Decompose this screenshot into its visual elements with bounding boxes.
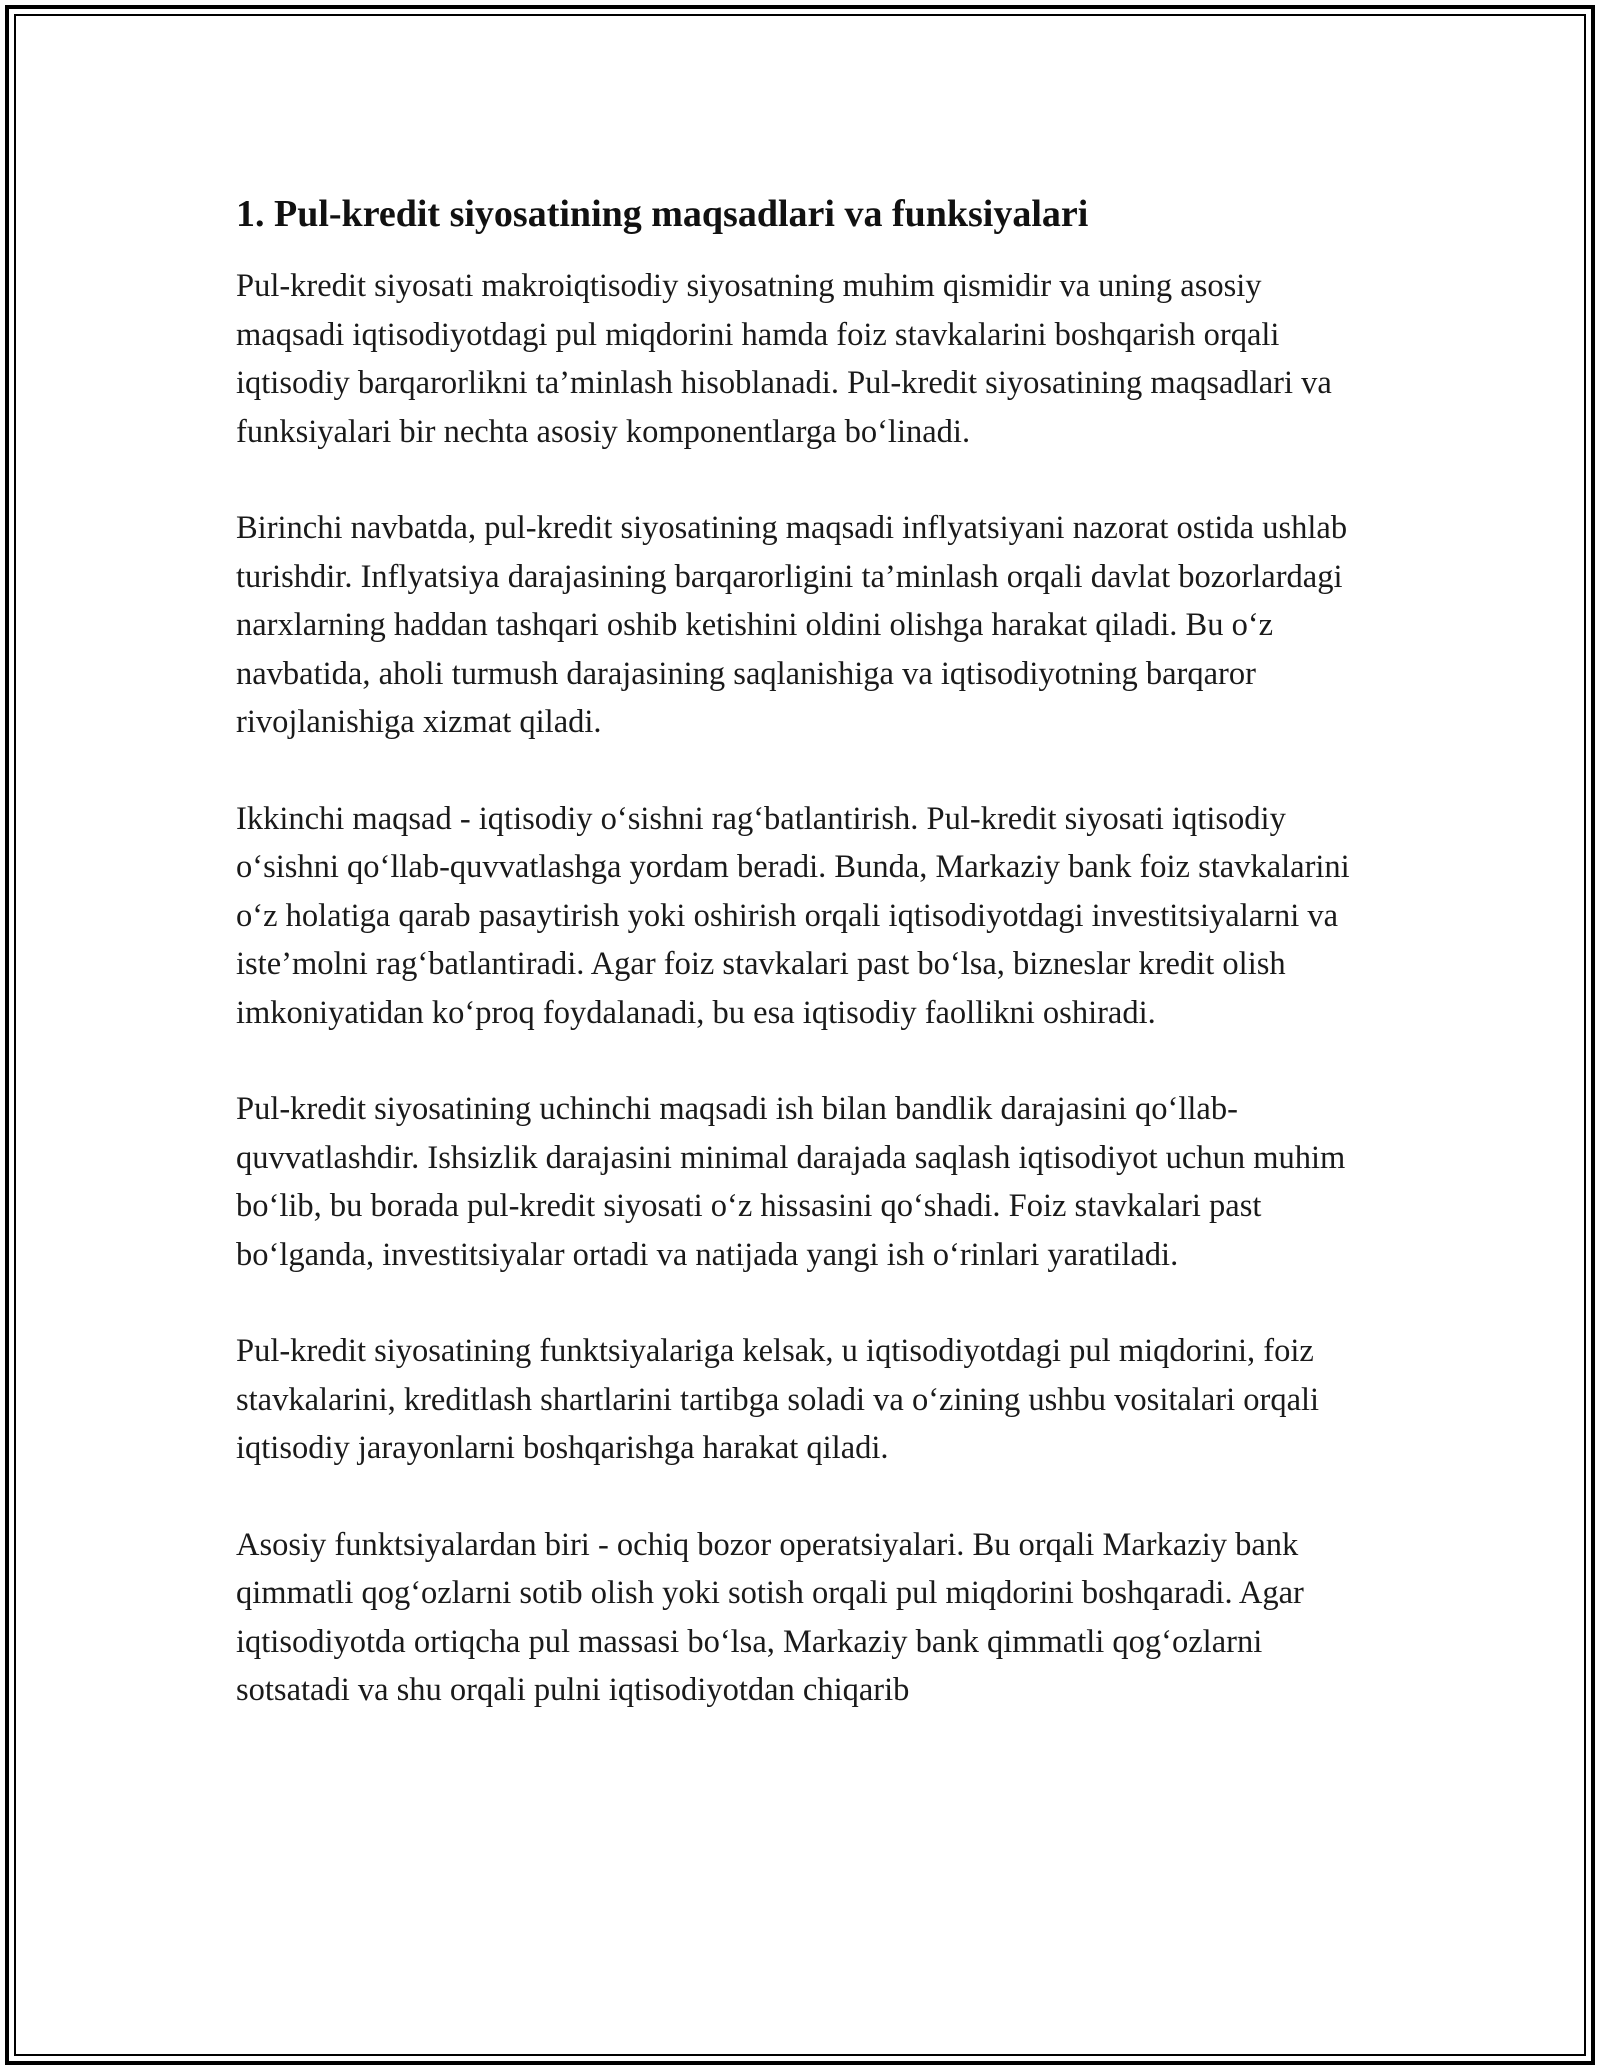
paragraph-inflation-goal: Birinchi navbatda, pul-kredit siyosatining maqsadi inflyatsiyani nazorat ostida ushlab turishdir. Inflyatsiya darajasining barqarorligini ta’minlash orqali davlat bozorlardagi narxlarning haddan tashqari oshib ketishini oldini olishga harakat qiladi. Bu oʻz navbatida, aholi turmush darajasining saqlanishiga va iqtisodiyotning barqaror rivojlanishiga xizmat qiladi.: [236, 510, 1348, 740]
paragraph-growth-goal: Ikkinchi maqsad - iqtisodiy oʻsishni ragʻbatlantirish. Pul-kredit siyosati iqtisodiy oʻsishni qoʻllab-quvvatlashga yordam beradi. Bunda, Markaziy bank foiz stavkalarini oʻz holatiga qarab pasaytirish yoki oshirish orqali iqtisodiyotdagi investitsiyalarni va iste’molni ragʻbatlantiradi. Agar foiz stavkalari past boʻlsa, bizneslar kredit olish imkoniyatidan koʻproq foydalanadi, bu esa iqtisodiy faollikni oshiradi.: [236, 800, 1350, 1031]
paragraph-employment-goal: Pul-kredit siyosatining uchinchi maqsadi ish bilan bandlik darajasini qoʻllab-quvvatlashdir. Ishsizlik darajasini minimal darajada saqlash iqtisodiyot uchun muhim boʻlib, bu borada pul-kredit siyosati oʻz hissasini qoʻshadi. Foiz stavkalari past boʻlganda, investitsiyalar ortadi va natijada yangi ish oʻrinlari yaratiladi.: [236, 1091, 1346, 1273]
paragraph-functions: Pul-kredit siyosatining funktsiyalariga kelsak, u iqtisodiyotdagi pul miqdorini, foiz stavkalarini, kreditlash shartlarini tartibga soladi va oʻzining ushbu vositalari orqali iqtisodiy jarayonlarni boshqarishga harakat qiladi.: [236, 1333, 1320, 1466]
document-body: [236, 190, 1376, 1763]
paragraph-intro: Pul-kredit siyosati makroiqtisodiy siyosatning muhim qismidir va uning asosiy maqsadi iqtisodiyotdagi pul miqdorini hamda foiz stavkalarini boshqarish orqali iqtisodiy barqarorlikni ta’minlash hisoblanadi. Pul-kredit siyosatining maqsadlari va funksiyalari bir nechta asosiy komponentlarga boʻlinadi.: [236, 268, 1332, 450]
section-heading: 1. Pul-kredit siyosatining maqsadlari va funksiyalari: [236, 193, 1089, 235]
paragraph-open-market-operations: Asosiy funktsiyalardan biri - ochiq bozor operatsiyalari. Bu orqali Markaziy bank qimmatli qogʻozlarni sotib olish yoki sotish orqali pul miqdorini boshqaradi. Agar iqtisodiyotda ortiqcha pul massasi boʻlsa, Markaziy bank qimmatli qogʻozlarni sotsatadi va shu orqali pulni iqtisodiyotdan chiqarib: [236, 1526, 1304, 1708]
